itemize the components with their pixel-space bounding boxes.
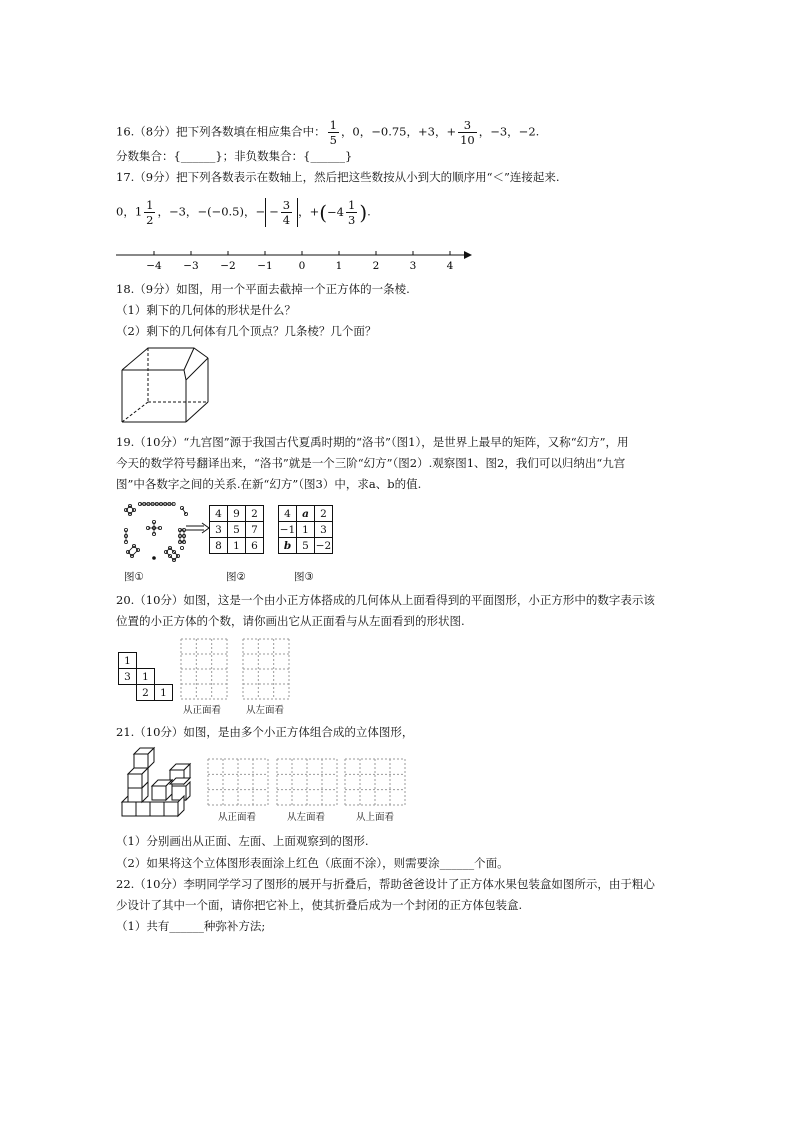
number-line-tick-label: 2 xyxy=(372,260,380,272)
magic-square-3-cell: −2 xyxy=(315,539,332,552)
q18-part1: （1）剩下的几何体的形状是什么？ xyxy=(116,303,296,317)
luoshu-figure xyxy=(116,500,192,564)
top-view-cell: 1 xyxy=(155,685,173,701)
q16-line xyxy=(116,118,539,147)
magic-square-2 xyxy=(209,505,264,554)
q19-line1: 19.（10分）“九宫图”源于我国古代夏禹时期的“洛书”（图1），是世界上最早的矩阵，又称“幻方”，用 xyxy=(116,435,629,449)
magic-square-2-cell: 8 xyxy=(210,538,228,554)
number-line-tick-label: 3 xyxy=(409,260,417,272)
top-view-cell xyxy=(137,653,155,669)
stacked-cubes-figure xyxy=(118,746,194,820)
q16-sets: 分数集合：{______}；非负数集合：{______} xyxy=(116,149,353,163)
magic-square-2-cell: 2 xyxy=(246,506,264,522)
q21-line1: 21.（10分）如图，是由多个小正方体组合成的立体图形， xyxy=(116,725,414,739)
mixed-number: 1 $\frac{1}{2}$ xyxy=(134,198,154,227)
magic-square-3-cell: −1 xyxy=(279,523,296,536)
magic-square-2-cell: 6 xyxy=(246,538,264,554)
left-view-blank-grid xyxy=(242,638,290,700)
q22-line2: 少设计了其中一个面，请你把它补上，使其折叠后成为一个封闭的正方体包装盒. xyxy=(116,898,523,912)
q19-line2: 今天的数学符号翻译出来，“洛书”就是一个三阶“幻方”（图2）.观察图1、图2，我们可以归纳出“九宫 xyxy=(116,456,626,470)
q16-text: 16.（8分）把下列各数填在相应集合中： xyxy=(116,124,326,139)
arrow-right-icon xyxy=(186,522,210,534)
top-view-cell: 3 xyxy=(119,669,137,685)
fraction-three-tenths: $\frac{3}{10}$ xyxy=(460,118,475,147)
q18-part2: （2）剩下的几何体有几个顶点？几条棱？几个面？ xyxy=(116,324,377,338)
magic-square-2-cell: 5 xyxy=(228,522,246,538)
magic-square-3-cell: 1 xyxy=(297,522,315,538)
magic-square-2-cell: 7 xyxy=(246,522,264,538)
fraction-one-fifth: $\frac{1}{5}$ xyxy=(329,118,337,147)
number-line-tick-label: 4 xyxy=(446,260,454,272)
q19-line3: 图”中各数字之间的关系.在新“幻方”（图3）中，求a、b的值. xyxy=(116,477,422,491)
magic-square-3-cell: 3 xyxy=(315,522,333,538)
q20-line1: 20.（10分）如图，这是一个由小正方体搭成的几何体从上面看得到的平面图形，小正方形中的数字表示该 xyxy=(116,593,655,607)
magic-square-3 xyxy=(278,505,333,554)
neg-mixed-expr: −4 $\frac{1}{3}$ xyxy=(327,198,356,227)
magic-square-2-cell: 3 xyxy=(210,522,228,538)
magic-square-3-cell: 2 xyxy=(315,506,333,522)
top-view-cell: 2 xyxy=(137,685,155,701)
caption-fig2: 图② xyxy=(226,571,246,583)
arrow-right-icon xyxy=(464,251,472,259)
magic-square-2-cell: 9 xyxy=(228,506,246,522)
top-view-grid xyxy=(118,652,173,701)
magic-square-3-cell: 4 xyxy=(279,506,297,522)
number-line-tick-label: 1 xyxy=(335,260,343,272)
top-view-cell xyxy=(155,669,173,685)
q22-part1: （1）共有______种弥补方法; xyxy=(116,919,266,933)
q17-numbers: 0，1 $\frac{1}{2}$ ，−3，−(−0.5)，− − $\frac{3}{4}$ ，+(−4 $\frac{1}{3}$ ). xyxy=(116,198,371,227)
left-view-blank-grid xyxy=(276,758,338,806)
top-view-cell: 1 xyxy=(119,653,137,669)
q21-part2: （2）如果将这个立体图形表面涂上红色（底面不涂），则需要涂______个面。 xyxy=(116,856,509,870)
q21-part1: （1）分别画出从正面、左面、上面观察到的图形. xyxy=(116,834,369,848)
caption-fig1: 图① xyxy=(124,571,144,583)
q16-tail: ，−3，−2. xyxy=(478,124,540,139)
magic-square-2-cell: 1 xyxy=(228,538,246,554)
caption-front-view: 从正面看 xyxy=(183,705,222,716)
top-view-blank-grid xyxy=(344,758,406,806)
caption-left-view: 从左面看 xyxy=(287,812,326,823)
top-view-cell: 1 xyxy=(137,669,155,685)
magic-square-2-cell: 4 xyxy=(210,506,228,522)
number-line xyxy=(116,248,476,274)
q17-text: 17.（9分）把下列各数表示在数轴上，然后把这些数按从小到大的顺序用“＜”连接起来. xyxy=(116,170,560,184)
q20-line2: 位置的小正方体的个数，请你画出它从正面看与从左面看到的形状图. xyxy=(116,614,465,628)
number-line-tick-label: −1 xyxy=(257,260,273,272)
absolute-value-expr: − $\frac{3}{4}$ xyxy=(265,198,298,227)
neg-half-expr: −(−0.5) xyxy=(197,204,244,219)
caption-front-view: 从正面看 xyxy=(218,812,257,823)
q18-text: 18.（9分）如图，用一个平面去截掉一个正方体的一条棱. xyxy=(116,282,410,296)
caption-fig3: 图③ xyxy=(294,571,314,583)
magic-square-3-cell: 5 xyxy=(297,538,315,554)
number-line-tick-label: −4 xyxy=(146,260,162,272)
magic-square-3-cell: a xyxy=(297,506,315,522)
front-view-blank-grid xyxy=(180,638,228,700)
top-view-cell xyxy=(119,685,137,701)
truncated-cube-figure xyxy=(118,344,214,426)
magic-square-3-cell: b xyxy=(279,538,297,554)
number-line-tick-label: 0 xyxy=(298,260,306,272)
q16-middle: ，0，−0.75，+3，+ xyxy=(340,124,457,139)
number-line-tick-label: −2 xyxy=(220,260,236,272)
q22-line1: 22.（10分）李明同学学习了图形的展开与折叠后，帮助爸爸设计了正方体水果包装盒如图所示，由于粗心 xyxy=(116,877,655,891)
caption-left-view: 从左面看 xyxy=(246,705,285,716)
top-view-cell xyxy=(155,653,173,669)
caption-top-view: 从上面看 xyxy=(356,812,395,823)
number-line-tick-label: −3 xyxy=(183,260,199,272)
front-view-blank-grid xyxy=(207,758,269,806)
